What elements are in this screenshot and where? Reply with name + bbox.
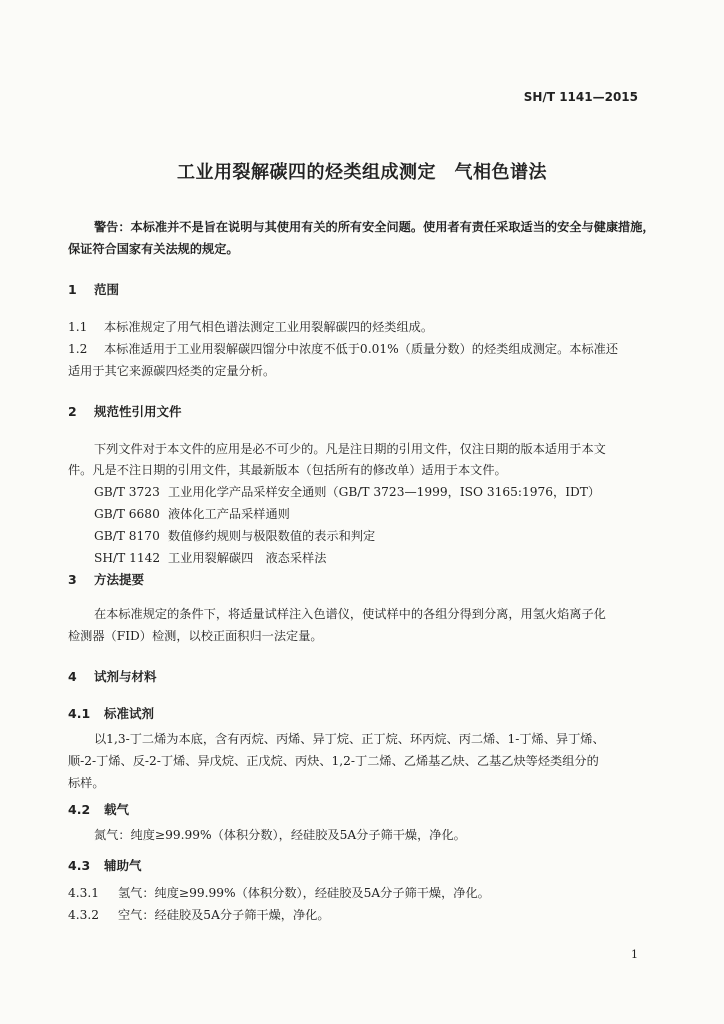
reference-title: 工业用裂解碳四 液态采样法 xyxy=(168,551,327,565)
clause-text: 空气：经硅胶及5A分子筛干燥，净化。 xyxy=(118,908,330,922)
subsection-number: 4.3 xyxy=(68,858,91,873)
clause-text: 氢气：纯度≥99.99%（体积分数），经硅胶及5A分子筛干燥，净化。 xyxy=(118,886,490,900)
clause-1-1 xyxy=(68,318,433,335)
reference-code: GB/T 6680 xyxy=(94,507,160,521)
section-1-heading xyxy=(68,280,119,298)
method-summary-line-1: 在本标准规定的条件下，将适量试样注入色谱仪，使试样中的各组分得到分离，用氢火焰离子化 xyxy=(94,607,606,621)
carrier-gas-text: 氮气：纯度≥99.99%（体积分数），经硅胶及5A分子筛干燥，净化。 xyxy=(94,828,466,842)
reference-item xyxy=(94,483,600,500)
page-number: 1 xyxy=(631,948,638,961)
section-3-heading xyxy=(68,570,144,588)
section-number: 3 xyxy=(68,572,77,587)
subsection-number: 4.1 xyxy=(68,706,91,721)
clause-text: 本标准规定了用气相色谱法测定工业用裂解碳四的烃类组成。 xyxy=(104,320,434,334)
reference-item xyxy=(94,505,290,522)
subsection-4-1-heading xyxy=(68,704,154,722)
standard-reagent-line-1: 以1,3-丁二烯为本底，含有丙烷、丙烯、异丁烷、正丁烷、环丙烷、丙二烯、1-丁烯、异丁烯、 xyxy=(94,732,605,746)
section-title: 方法提要 xyxy=(94,572,145,587)
section-2-heading xyxy=(68,402,182,420)
clause-number: 1.1 xyxy=(68,320,88,334)
clause-1-2 xyxy=(68,340,618,357)
reference-code: GB/T 3723 xyxy=(94,485,160,499)
section-number: 4 xyxy=(68,669,77,684)
document-title: 工业用裂解碳四的烃类组成测定 气相色谱法 xyxy=(177,162,547,183)
subsection-title: 标准试剂 xyxy=(104,706,155,721)
section-4-heading xyxy=(68,667,157,685)
standard-reagent-line-3: 标样。 xyxy=(68,776,105,790)
section-number: 2 xyxy=(68,404,77,419)
clause-4-3-2 xyxy=(68,906,330,923)
subsection-4-2-heading xyxy=(68,800,129,818)
reference-title: 液体化工产品采样通则 xyxy=(168,507,290,521)
reference-code: GB/T 8170 xyxy=(94,529,160,543)
subsection-number: 4.2 xyxy=(68,802,91,817)
standard-reagent-line-2: 顺-2-丁烯、反-2-丁烯、异戊烷、正戊烷、丙炔、1,2-丁二烯、乙烯基乙炔、乙基乙炔等烃类组分的 xyxy=(68,754,599,768)
warning-paragraph: 警告：本标准并不是旨在说明与其使用有关的所有安全问题。使用者有责任采取适当的安全与健康措施，保证符合国家有关法规的规定。 xyxy=(68,220,655,256)
section-title: 试剂与材料 xyxy=(94,669,157,684)
clause-text: 本标准适用于工业用裂解碳四馏分中浓度不低于0.01%（质量分数）的烃类组成测定。本标准还 xyxy=(104,342,619,356)
reference-item xyxy=(94,549,326,566)
references-intro-line-1: 下列文件对于本文件的应用是必不可少的。凡是注日期的引用文件，仅注日期的版本适用于本文 xyxy=(94,442,606,456)
reference-item xyxy=(94,527,375,544)
clause-number: 4.3.1 xyxy=(68,886,100,900)
subsection-title: 载气 xyxy=(104,802,130,817)
references-intro-line-2: 件。凡是不注日期的引用文件，其最新版本（包括所有的修改单）适用于本文件。 xyxy=(68,463,507,477)
method-summary-line-2: 检测器（FID）检测，以校正面积归一法定量。 xyxy=(68,629,323,643)
subsection-title: 辅助气 xyxy=(104,858,142,873)
reference-title: 工业用化学产品采样安全通则（GB/T 3723—1999，ISO 3165:1976，IDT） xyxy=(168,485,601,499)
section-number: 1 xyxy=(68,282,77,297)
section-title: 范围 xyxy=(94,282,120,297)
reference-title: 数值修约规则与极限数值的表示和判定 xyxy=(168,529,376,543)
subsection-4-3-heading xyxy=(68,856,142,874)
clause-4-3-1 xyxy=(68,884,490,901)
standard-code-header: SH/T 1141—2015 xyxy=(523,90,638,104)
clause-number: 1.2 xyxy=(68,342,88,356)
section-title: 规范性引用文件 xyxy=(94,404,182,419)
reference-code: SH/T 1142 xyxy=(94,551,161,565)
clause-1-2-continuation: 适用于其它来源碳四烃类的定量分析。 xyxy=(68,364,276,378)
clause-number: 4.3.2 xyxy=(68,908,100,922)
